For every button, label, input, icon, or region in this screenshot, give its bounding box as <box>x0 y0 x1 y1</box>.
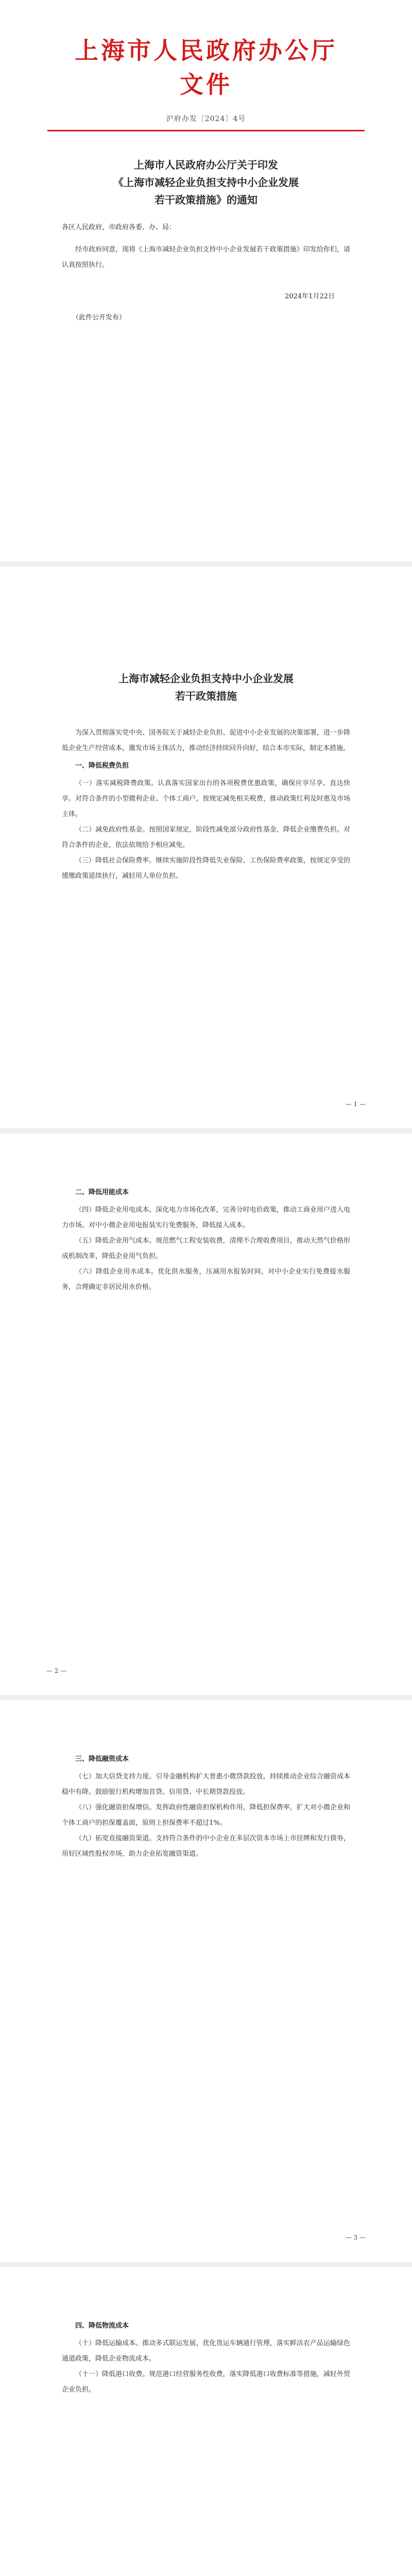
page-5 <box>0 2267 412 2576</box>
measure-paragraph: （四）降低企业用电成本。深化电力市场化改革，完善分时电价政策，推动工商业用户进入电力市场。对中小微企业用电报装实行免费服务，降低接入成本。 <box>62 1206 350 1229</box>
red-divider <box>47 130 365 131</box>
notice-body: 经市政府同意，现将《上海市减轻企业负担支持中小企业发展若干政策措施》印发给你们，请认真按照执行。 <box>62 246 350 269</box>
page-1 <box>0 0 412 562</box>
disclosure-note: （此件公开发布） <box>72 314 126 321</box>
page-3 <box>0 1133 412 1695</box>
measure-paragraph: （七）加大信贷支持力度。引导金融机构扩大普惠小微贷款投放，持续推动企业综合融资成本稳中有降。鼓励银行机构增加首贷、信用贷、中长期贷款投放。 <box>62 1773 350 1796</box>
section-heading: 四、降低物流成本 <box>75 2322 129 2330</box>
notice-date: 2024年1月22日 <box>285 293 335 300</box>
measure-paragraph: （三）降低社会保险费率。继续实施阶段性降低失业保险、工伤保险费率政策，按规定享受的缓缴政策延续执行，减轻用人单位负担。 <box>62 857 350 880</box>
measures-title-line-1: 上海市减轻企业负担支持中小企业发展 <box>118 672 294 685</box>
notice-salutation: 各区人民政府，市政府各委、办、局： <box>62 224 176 231</box>
notice-title-line-3: 若干政策措施》的通知 <box>154 194 258 206</box>
measure-paragraph: （五）降低企业用气成本。规范燃气工程安装收费，清理不合理收费项目，推动天然气价格形成机制改革，降低企业用气负担。 <box>62 1237 350 1260</box>
section-heading: 二、降低用能成本 <box>75 1189 129 1196</box>
section-heading: 一、降低税费负担 <box>75 762 129 770</box>
measure-paragraph: （八）强化融资担保增信。发挥政府性融资担保机构作用，降低担保费率，扩大对小微企业和个体工商户的担保覆盖面，原则上担保费率不超过1%。 <box>62 1804 350 1827</box>
page-number: — 1 — <box>345 1100 366 1108</box>
measure-paragraph: （二）减免政府性基金。按照国家规定，阶段性减免部分政府性基金，降低企业缴费负担。对符合条件的企业，依法依规给予相应减免。 <box>62 826 350 849</box>
page-4 <box>0 1700 412 2262</box>
page-number: — 2 — <box>46 1667 67 1674</box>
page-2 <box>0 567 412 1128</box>
notice-title-line-2: 《上海市减轻企业负担支持中小企业发展 <box>113 176 299 189</box>
measures-intro: 为深入贯彻落实党中央、国务院关于减轻企业负担、促进中小企业发展的决策部署，进一步降低企业生产经营成本，激发市场主体活力，推动经济持续回升向好，结合本市实际，制定本措施。 <box>62 729 350 752</box>
measures-title <box>62 670 350 705</box>
page-number: — 3 — <box>345 2234 366 2241</box>
document-number: 沪府办发〔2024〕4号 <box>166 115 246 123</box>
measure-paragraph: （十一）降低港口收费。规范港口经营服务性收费，落实降低港口收费标准等措施，减轻外贸企业负担。 <box>62 2370 350 2394</box>
measures-title-line-2: 若干政策措施 <box>175 690 237 702</box>
masthead: 上海市人民政府办公厅文件 <box>75 37 337 98</box>
notice-title-line-1: 上海市人民政府办公厅关于印发 <box>134 159 278 171</box>
measure-paragraph: （一）落实减税降费政策。认真落实国家出台的各项税费优惠政策，确保应享尽享、直达快享。对符合条件的小型微利企业、个体工商户，按规定减免相关税费，推动政策红利及时惠及市场主体。 <box>62 779 350 818</box>
measure-paragraph: （六）降低企业用水成本。优化供水服务，压减用水报装时间，对中小企业实行免费接水服务，合理确定非居民用水价格。 <box>62 1268 350 1291</box>
measure-paragraph: （十）降低运输成本。推动多式联运发展，优化货运车辆通行管理，落实鲜活农产品运输绿色通道政策，降低企业物流成本。 <box>62 2340 350 2363</box>
notice-title <box>62 156 350 209</box>
measure-paragraph: （九）拓宽直接融资渠道。支持符合条件的中小企业在多层次资本市场上市挂牌和发行债券，用好区域性股权市场，助力企业拓宽融资渠道。 <box>62 1835 350 1858</box>
section-heading: 三、降低融资成本 <box>75 1755 129 1763</box>
